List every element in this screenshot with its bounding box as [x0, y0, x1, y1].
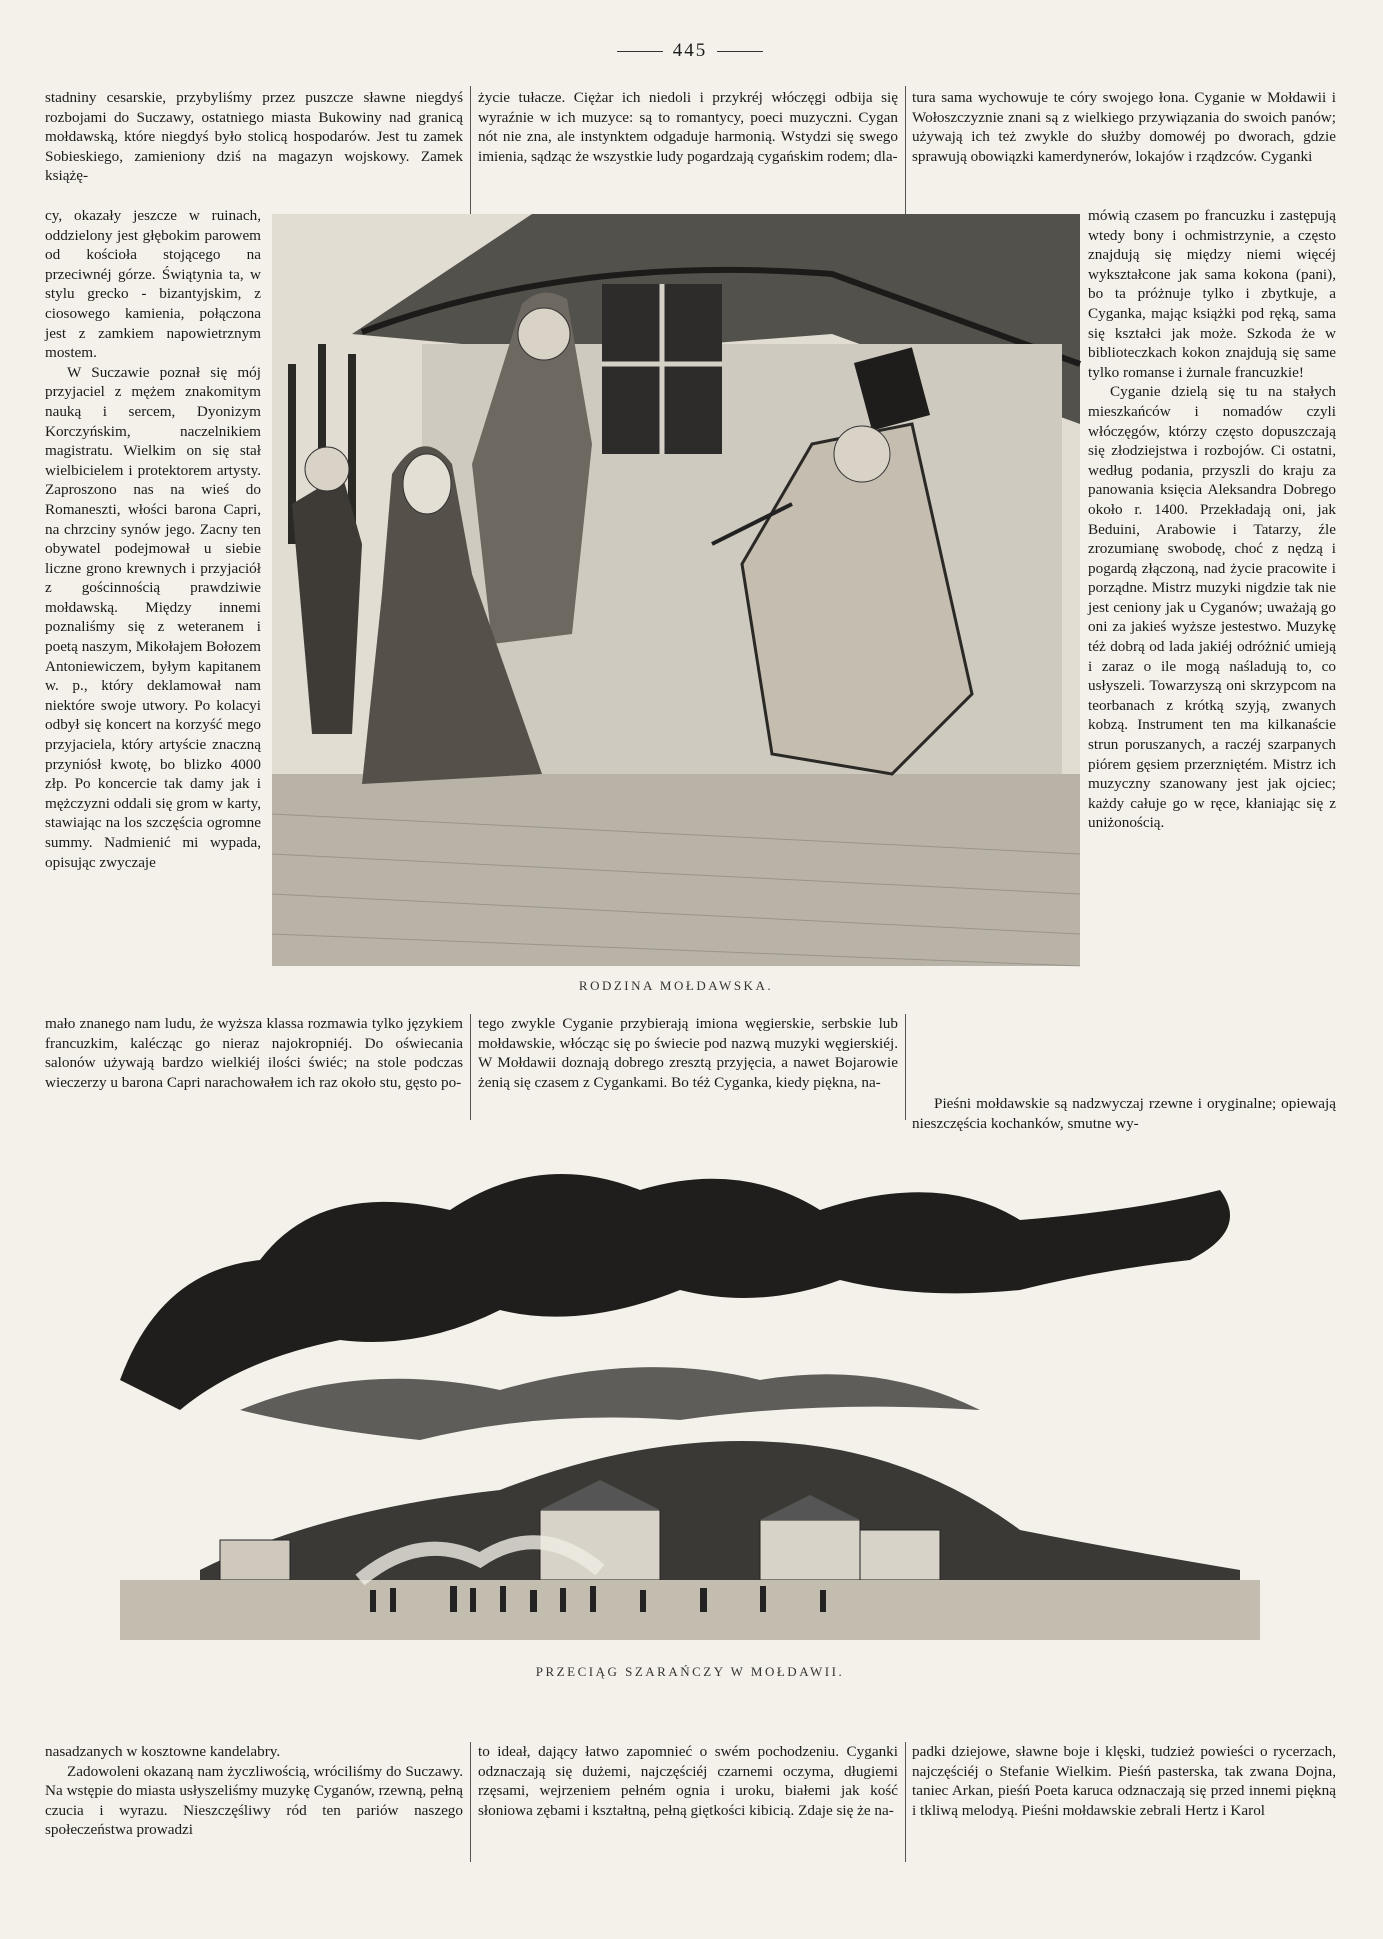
- engraving-moldavian-family: [272, 214, 1080, 966]
- column-1-bottom: [45, 1742, 463, 1902]
- column-2-ideal-text: to ideał, dający łatwo zapomnieć o swém pochodzeniu. Cyganki odznaczają się dużemi, najczęściéj czarnemi oczyma, długiemi rzęsami, wejrzeniem pełném ognia i uroku, białemi jak kość słoniowa zębami i kształtną, pełną giętkości kibicią. Zdaje się że na-: [478, 1743, 898, 1819]
- engraving-locust-swarm: [120, 1150, 1260, 1640]
- column-2-names-text: tego zwykle Cyganie przybierają imiona węgierskie, serbskie lub mołdawskie, włócząc się po świecie pod nazwą muzyki węgierskiéj. W Mołdawii doznają dobrego zresztą przyjęcia, a nawet Bojarowie żenią się czasem z Cygankami. Bo téż Cyganka, kiedy piękna, na-: [478, 1015, 898, 1091]
- column-2-gypsy-text: życie tułacze. Ciężar ich niedoli i przykréj włóczęgi odbija się wyraźnie w ich muzyce: są to romantycy, poeci muzyczni. Cygan nót nie zna, ale instynktem odgaduje harmonią. Wstydzi się swego imienia, sądząc że wszystkie ludy pogardzają cygańskim rodem; dla-: [478, 89, 898, 165]
- column-3-kokona-text: mówią czasem po francuzku i zastępują wtedy bony i ochmistrzynie, a często znajdują się między niemi więcéj wykształcone jak sama kokona (pani), bo ta próżnuje tylko i zbytkuje, a Cyganka, mając książki pod ręką, sama się kształci jak może. Szkoda że w biblioteczkach kokon znajdują się same tylko romanse i żurnale francuzkie!: [1088, 207, 1336, 381]
- column-3-top: [912, 88, 1336, 206]
- column-1-middle: [45, 1014, 463, 1122]
- column-3-bottom: [912, 1742, 1336, 1902]
- column-divider: [470, 1742, 471, 1862]
- column-3-nomads-paragraph: Cyganie dzielą się tu na stałych mieszkańców i nomadów czyli włóczęgów, którzy często dopuszczają się złodziejstwa i rozbojów. Ci ostatni, według podania, przyszli do kraju za panowania księcia Aleksandra Dobrego około r. 1400. Przekładają oni, jak Beduini, Arabowie i Tatarzy, źle zrozumianę swobodę, choć z nędzą i pogardą złączoną, nad życie pracowite i porządne. Mistrz muzyki nigdzie tak nie jest ceniony jak u Cyganów; uważają go oni za jakieś wyższe jestestwo. Muzykę téż dobrą od lada jakiéj odróżnić umieją i zaraz o ile mogą naśladują to, co usłyszeli. Towarzyszą oni skrzypcom na teorbanach z krótką szyją, zwanych kobzą. Instrument ten ma kilkanaście strun poruszanych, a raczéj szarpanych piórem gęsiem przerzniętém. Mistrz ich muzyczny szanowany jest jak ojciec; każdy całuje go w ręce, kłaniając się z uniżonością.: [1088, 383, 1336, 832]
- column-divider: [905, 1742, 906, 1862]
- column-3-songs-text: Pieśni mołdawskie są nadzwyczaj rzewne i oryginalne; opiewają nieszczęścia kochanków, smutne wy-: [912, 1095, 1336, 1132]
- column-2-bottom: [478, 1742, 898, 1902]
- column-3-narrow: [1088, 206, 1336, 1036]
- column-1-castle-text: cy, okazały jeszcze w ruinach, oddzielony jest głębokim parowem od kościoła stojącego na przeciwnéj górze. Świątynia ta, w stylu grecko - bizantyjskim, z ciosowego kamienia, połączona jest z zamkiem napowietrznym mostem.: [45, 207, 261, 362]
- figure-caption: PRZECIĄG SZARAŃCZY W MOŁDAWII.: [535, 1664, 845, 1679]
- page-number: 445: [600, 40, 780, 62]
- column-2-top: [478, 88, 898, 206]
- column-1-salon-text: mało znanego nam ludu, że wyższa klassa rozmawia tylko językiem francuzkim, kalécząc go nieraz najokropniéj. Do oświecania salonów używają bardzo wielkiéj ilości świéc; na stole podczas wieczerzy u barona Capri narachowałem ich raz około stu, gęsto po-: [45, 1015, 463, 1091]
- column-divider: [470, 86, 471, 216]
- column-divider: [470, 1014, 471, 1120]
- column-divider: [905, 86, 906, 216]
- column-1-top: [45, 88, 463, 206]
- column-1-suczawa-paragraph: W Suczawie poznał się mój przyjaciel z mężem znakomitym nauką i sercem, Dyonizym Korczyńskim, naczelnikiem magistratu. Wielkim on się stał wielbicielem i protektorem artysty. Zaproszono nas na wieś do Romaneszti, włości barona Capri, na chrzciny synów jego. Zacny ten obywatel podejmował u siebie liczne grono krewnych i przyjaciół z gościnnością prawdziwie mołdawską. Między innemi poznaliśmy się z weteranem i poetą naszym, Mikołajem Bołozem Antoniewiczem, byłym kapitanem w. p., który deklamował nam niektóre swoje utwory. Po kolacyi odbył się koncert na korzyść mego przyjaciela, który artyście znaczną przyniósł kwotę, bo blizko 4000 złp. Po koncercie tak damy jak i mężczyzni oddali się grom w karty, stawiając na los szczęścia ogromne summy. Nadmienić mi wypada, opisując zwyczaje: [45, 363, 261, 871]
- figure-caption: RODZINA MOŁDAWSKA.: [578, 978, 774, 993]
- column-1-candelabra-text: nasadzanych w kosztowne kandelabry.: [45, 1743, 281, 1760]
- column-3-middle: [912, 1094, 1336, 1132]
- column-divider: [905, 1014, 906, 1120]
- column-3-intro: tura sama wychowuje te córy swojego łona. Cyganie w Mołdawii i Wołoszczyznie znani są z wielkiego przywiązania do swoich panów; używają ich też zwykle do służby domowéj po dworach, gdzie sprawują obowiązki kamerdynerów, lokajów i rządzców. Cyganki: [912, 89, 1336, 165]
- column-1-narrow: [45, 206, 261, 1011]
- column-3-songs-list-text: padki dziejowe, sławne boje i klęski, tudzież powieści o rycerzach, najczęściéj o Stefanie Wielkim. Pieśń pasterska, tak zwana Dojna, taniec Arkan, pieśń Poeta karuca odznaczają się przed innemi piękną i tkliwą melodyą. Pieśni mołdawskie zebrali Hertz i Karol: [912, 1743, 1336, 1819]
- column-1-return-paragraph: Zadowoleni okazaną nam życzliwością, wróciliśmy do Suczawy. Na wstępie do miasta usłyszeliśmy muzykę Cyganów, rzewną, pełną czucia i wyrazu. Nieszczęśliwy ród ten pariów naszego społeczeństwa prowadzi: [45, 1762, 463, 1839]
- column-1-intro: stadniny cesarskie, przybyliśmy przez puszcze sławne niegdyś rozbojami do Suczawy, ostatniego miasta Bukowiny nad granicą mołdawską, które niegdyś było stolicą hospodarów. Jest tu zamek Sobieskiego, zamieniony dziś na magazyn wojskowy. Zamek książę-: [45, 89, 463, 185]
- column-2-middle: [478, 1014, 898, 1122]
